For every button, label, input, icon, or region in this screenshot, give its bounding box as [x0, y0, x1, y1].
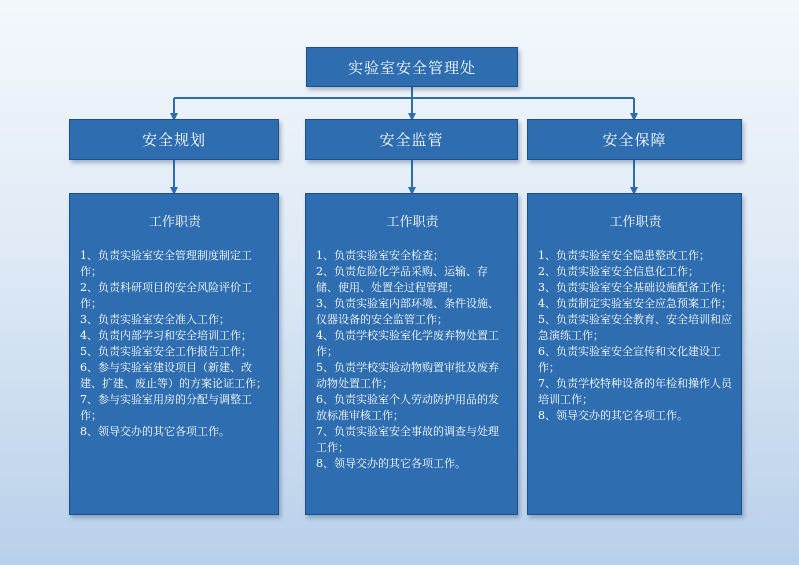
duties-list — [316, 248, 509, 472]
duty-item: 8、领导交办的其它各项工作。 — [538, 409, 688, 422]
duty-item: 3、负责实验室内部环境、条件设施、仪器设备的安全监管工作； — [316, 297, 499, 326]
duty-item: 1、负责实验室安全检查； — [316, 249, 444, 262]
category-node-safety-planning — [69, 119, 279, 160]
duty-item: 2、负责科研项目的安全风险评价工作； — [80, 281, 252, 310]
duties-list — [538, 248, 733, 424]
duty-item: 1、负责实验室安全隐患整改工作； — [538, 249, 710, 262]
duty-item: 6、负责实验室安全宣传和文化建设工作； — [538, 345, 721, 374]
root-node-safety-office — [306, 47, 518, 87]
duties-panel-safety-planning — [69, 193, 279, 515]
duties-panel-title: 工作职责 — [609, 215, 662, 230]
duty-item: 6、参与实验室建设项目（新建、改建、扩建、废止等）的方案论证工作； — [80, 361, 267, 390]
duty-item: 2、负责实验室安全信息化工作； — [538, 265, 699, 278]
root-node-label: 实验室安全管理处 — [347, 58, 476, 77]
duty-item: 8、领导交办的其它各项工作。 — [80, 425, 230, 438]
duty-item: 3、负责实验室安全基础设施配备工作； — [538, 281, 732, 294]
category-label: 安全监管 — [379, 131, 444, 149]
duties-panel-title: 工作职责 — [148, 215, 201, 230]
duties-panel-title: 工作职责 — [386, 215, 439, 230]
duty-item: 8、领导交办的其它各项工作。 — [316, 457, 466, 470]
duties-panel-safety-supervision — [305, 193, 518, 515]
duty-item: 1、负责实验室安全管理制度制定工作； — [80, 249, 252, 278]
duty-item: 3、负责实验室安全准入工作； — [80, 313, 230, 326]
duties-list — [80, 248, 270, 440]
duty-item: 2、负责危险化学品采购、运输、存储、使用、处置全过程管理； — [316, 265, 488, 294]
category-node-safety-supervision — [305, 119, 518, 160]
duty-item: 4、负责制定实验室安全应急预案工作； — [538, 297, 732, 310]
duty-item: 4、负责内部学习和安全培训工作； — [80, 329, 252, 342]
duty-item: 5、负责实验室安全教育、安全培训和应急演练工作； — [538, 313, 732, 342]
duty-item: 6、负责实验室个人劳动防护用品的发放标准审核工作； — [316, 393, 499, 422]
duty-item: 4、负责学校实验室化学废弃物处置工作； — [316, 329, 499, 358]
duty-item: 7、负责实验室安全事故的调查与处理工作； — [316, 425, 499, 454]
duty-item: 7、负责学校特种设备的年检和操作人员培训工作； — [538, 377, 732, 406]
duty-item: 5、负责学校实验动物购置审批及废弃动物处置工作； — [316, 361, 499, 390]
duty-item: 7、参与实验室用房的分配与调整工作； — [80, 393, 252, 422]
category-node-safety-assurance — [527, 119, 742, 160]
duty-item: 5、负责实验室安全工作报告工作； — [80, 345, 252, 358]
category-label: 安全保障 — [602, 131, 667, 149]
duties-panel-safety-assurance — [527, 193, 742, 515]
category-label: 安全规划 — [141, 131, 206, 149]
